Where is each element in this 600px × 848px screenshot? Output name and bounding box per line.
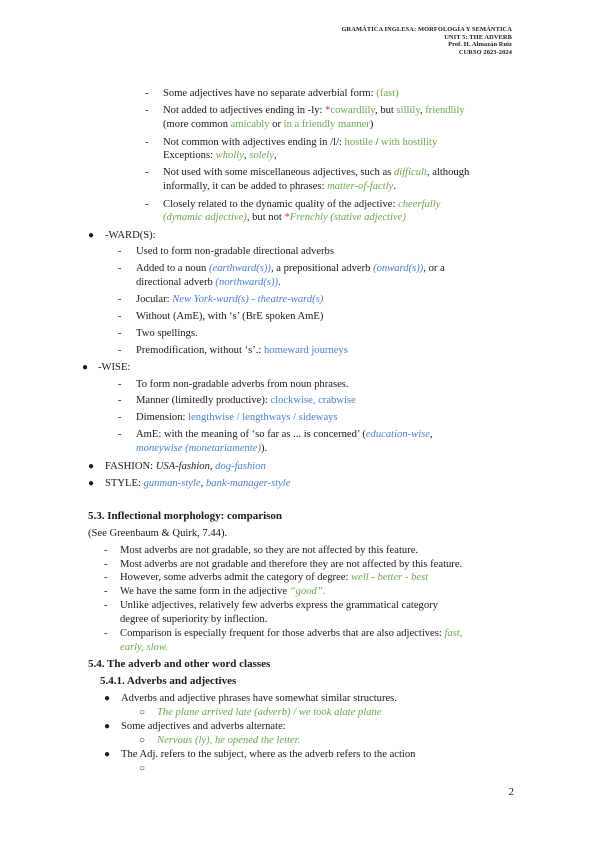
list-item-text: Dimension: lengthwise / lengthways / sideways <box>136 412 338 423</box>
list-item-text: Not common with adjectives ending in /l/: hostile / with hostility <box>163 137 438 148</box>
professor-name: Prof. H. Almazán Ruiz <box>448 41 512 49</box>
example-text: The plane arrived late (adverb) / we took alate plane <box>157 707 382 718</box>
page-number: 2 <box>508 786 514 798</box>
list-item-text: Adverbs and adjective phrases have somewhat similar structures. <box>121 693 397 704</box>
list-item-text: Jocular: New York-ward(s) - theatre-ward(s) <box>136 294 324 305</box>
example-text: Nervous (ly), he opened the letter. <box>157 735 301 746</box>
list-item-text: Manner (limitedly productive): clockwise, crabwise <box>136 395 356 406</box>
list-item-text: degree of superiority by inflection. <box>120 614 268 625</box>
list-item-text: We have the same form in the adjective “good”. <box>120 586 326 597</box>
academic-year: CURSO 2023-2024 <box>458 48 512 56</box>
list-item-text: Two spellings. <box>136 328 198 339</box>
list-item-text: (more common amicably or in a friendly manner) <box>163 119 374 130</box>
list-item-text: Some adjectives have no separate adverbial form: (fast) <box>163 88 399 99</box>
list-item-text: Most adverbs are not gradable, so they are not affected by this feature. <box>120 545 419 556</box>
list-item-text: (dynamic adjective), but not *Frenchly (stative adjective) <box>163 212 406 223</box>
subsection-heading: 5.4.1. Adverbs and adjectives <box>100 675 237 687</box>
reference: (See Greenbaum & Quirk, 7.44). <box>88 528 228 539</box>
list-item-text: Some adjectives and adverbs alternate: <box>121 721 286 732</box>
list-item-text: However, some adverbs admit the category of degree: well - better - best <box>120 572 429 583</box>
list-item-text: directional adverb (northward(s)). <box>136 277 281 288</box>
list-item-text: early, slow. <box>120 642 168 653</box>
list-item-text: The Adj. refers to the subject, where as the adverb refers to the action <box>121 749 416 760</box>
list-item-text: To form non-gradable adverbs from noun phrases. <box>136 379 349 390</box>
style-item: STYLE: gunman-style, bank-manager-style <box>105 478 291 489</box>
page-header <box>341 26 512 56</box>
course-title: GRAMÁTICA INGLESA: MORFOLOGÍA Y SEMÁNTICA <box>341 26 512 33</box>
ward-title: -WARD(S): <box>105 230 156 241</box>
list-item-text: Comparison is especially frequent for those adverbs that are also adjectives: fast, <box>120 628 463 639</box>
list-item-text: AmE: with the meaning of ‘so far as ... is concerned’ (education-wise, <box>136 429 433 440</box>
list-item-text: Exceptions: wholly, solely, <box>163 150 277 161</box>
wise-title: -WISE: <box>98 362 131 373</box>
list-item-text: Without (AmE), with ‘s’ (BrE spoken AmE) <box>136 311 324 322</box>
list-item-text: Unlike adjectives, relatively few adverbs express the grammatical category <box>120 600 438 611</box>
list-item-text: moneywise (monetariamente)). <box>136 443 268 454</box>
list-item-text: Not used with some miscellaneous adjectives, such as difficult, although <box>163 167 470 178</box>
list-item-text: informally, it can be added to phrases: matter-of-factly. <box>163 181 396 192</box>
section-heading: 5.4. The adverb and other word classes <box>88 658 271 670</box>
unit-title: UNIT 5: THE ADVERB <box>444 33 512 41</box>
list-item-text: Premodification, without ‘s’.: homeward journeys <box>136 345 348 356</box>
list-item-text: Most adverbs are not gradable and therefore they are not affected by this feature. <box>120 559 463 570</box>
fashion-item: FASHION: USA-fashion, dog-fashion <box>105 461 266 472</box>
list-item-text: Used to form non-gradable directional adverbs <box>136 246 334 257</box>
list-item-text: Added to a noun (earthward(s)), a prepositional adverb (onward(s)), or a <box>136 263 445 274</box>
list-item-text: Not added to adjectives ending in -ly: *cowardlily, but sillily, friendlily <box>163 105 465 116</box>
list-item-text: Closely related to the dynamic quality of the adjective: cheerfully <box>163 199 441 210</box>
section-heading: 5.3. Inflectional morphology: comparison <box>88 510 283 522</box>
